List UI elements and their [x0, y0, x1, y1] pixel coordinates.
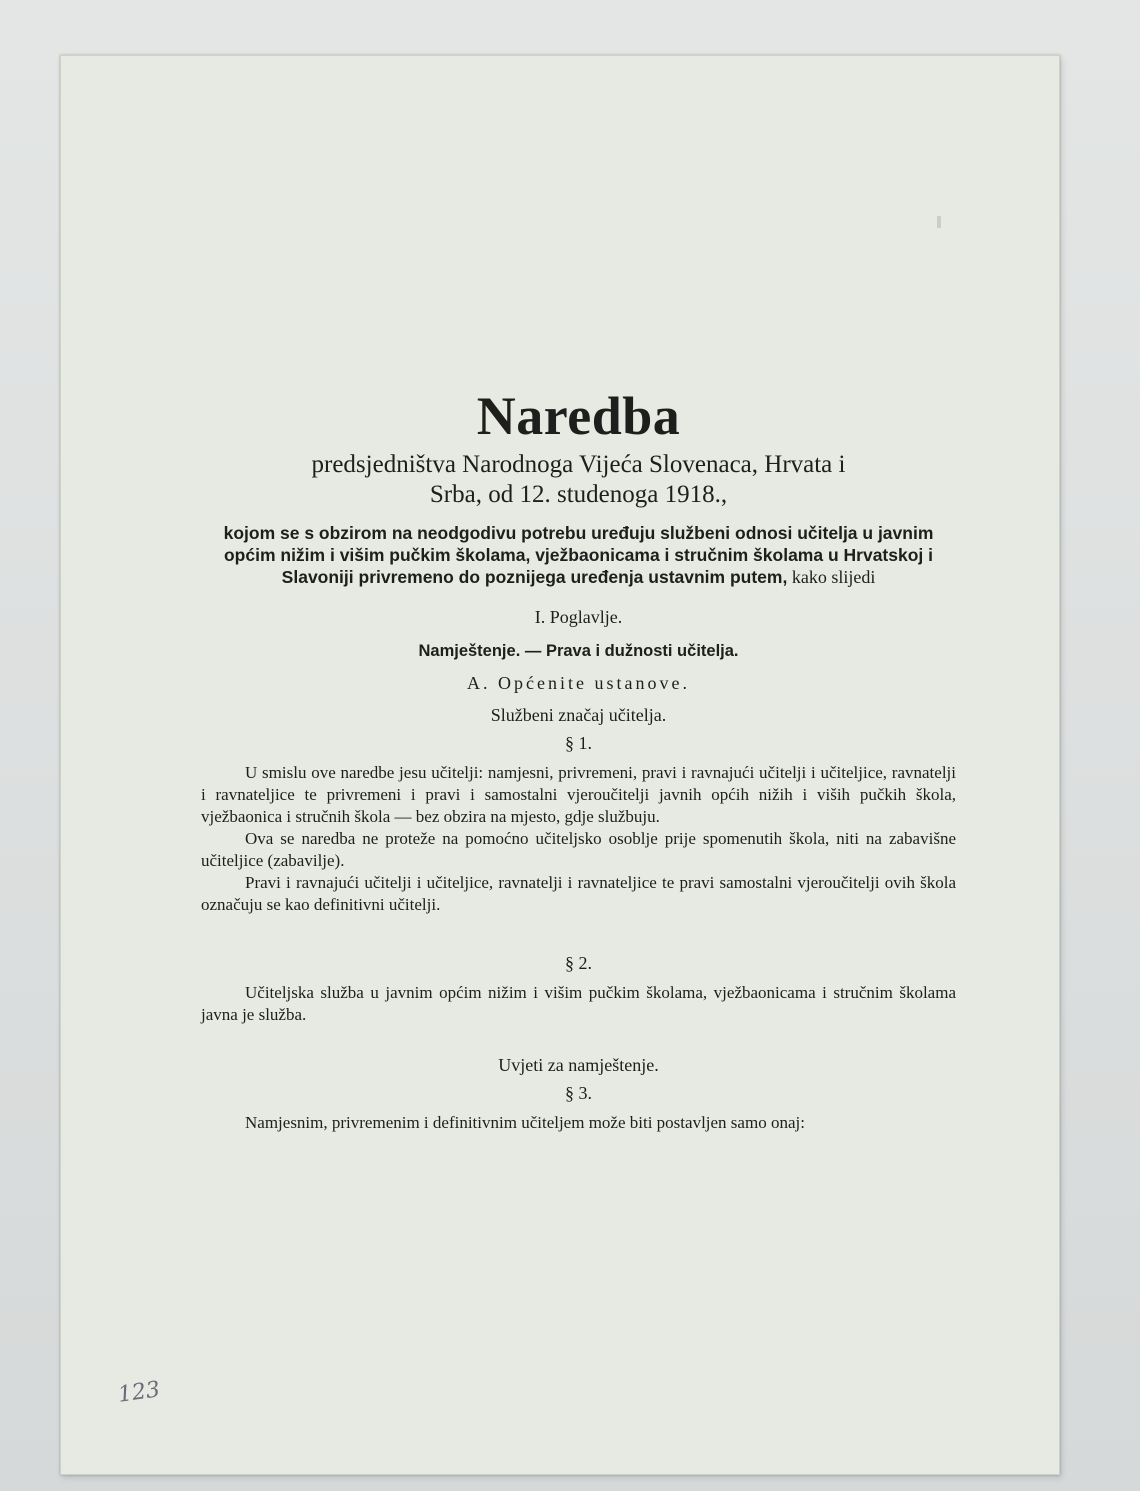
section-2-sign: § 2. — [565, 953, 592, 973]
chapter-heading: I. Poglavlje. — [534, 607, 623, 627]
section-a-heading: A. Općenite ustanove. — [467, 673, 690, 693]
chapter-subheading: Namještenje. — Prava i dužnosti učitelja. — [418, 642, 739, 660]
spacer — [201, 916, 956, 946]
section-1-sign: § 1. — [565, 733, 592, 753]
spacer — [201, 1026, 956, 1054]
paragraph-2: Ova se naredba ne proteže na pomoćno učiteljsko osoblje prije spomenutih škola, niti na zabavišne učiteljice (zabavilje). — [201, 829, 956, 870]
document-page — [60, 55, 1060, 1475]
intro-bold-text: kojom se s obzirom na neodgodivu potrebu uređuju službeni odnosi učitelja u javnim općim nižim i višim pučkim školama, vježbaonicama i stručnim školama u Hrvatskoj i Slavoniji privremeno do poznijega uređenja ustavnim putem, — [223, 523, 934, 587]
section-3-sign: § 3. — [565, 1083, 592, 1103]
document-title: Naredba — [476, 386, 681, 446]
intro-tail-text: kako slijedi — [787, 567, 876, 587]
handwritten-number: 123 — [116, 1377, 162, 1408]
document-body — [201, 386, 956, 1134]
paragraph-5: Namjesnim, privremenim i definitivnim učiteljem može biti postavljen samo onaj: — [245, 1113, 805, 1132]
paragraph-4: Učiteljska služba u javnim općim nižim i višim pučkim školama, vježbaonicama i stručnim školama javna je služba. — [201, 983, 956, 1024]
subtitle-line-1: predsjedništva Narodnoga Vijeća Slovenaca, Hrvata i — [311, 451, 846, 478]
paragraph-3: Pravi i ravnajući učitelji i učiteljice, ravnatelji i ravnateljice te pravi samostalni vjeroučitelji ovih škola označuju se kao definitivni učitelji. — [201, 873, 956, 914]
paragraph-1: U smislu ove naredbe jesu učitelji: namjesni, privremeni, pravi i ravnajući učitelji i učiteljice, ravnatelji i ravnateljice te privremeni i pravi i samostalni vjeroučitelji javnih općih nižih i viših pučkih škola, vježbaonica i stručnih škola — bez obzira na mjesto, gdje službuju. — [201, 763, 956, 826]
official-character-heading: Službeni značaj učitelja. — [490, 705, 667, 725]
ink-mark — [937, 216, 941, 228]
subtitle-line-2: Srba, od 12. studenoga 1918., — [429, 481, 728, 508]
intro-paragraph — [201, 522, 956, 588]
conditions-heading: Uvjeti za namještenje. — [498, 1055, 659, 1075]
document-subtitle — [201, 450, 956, 510]
